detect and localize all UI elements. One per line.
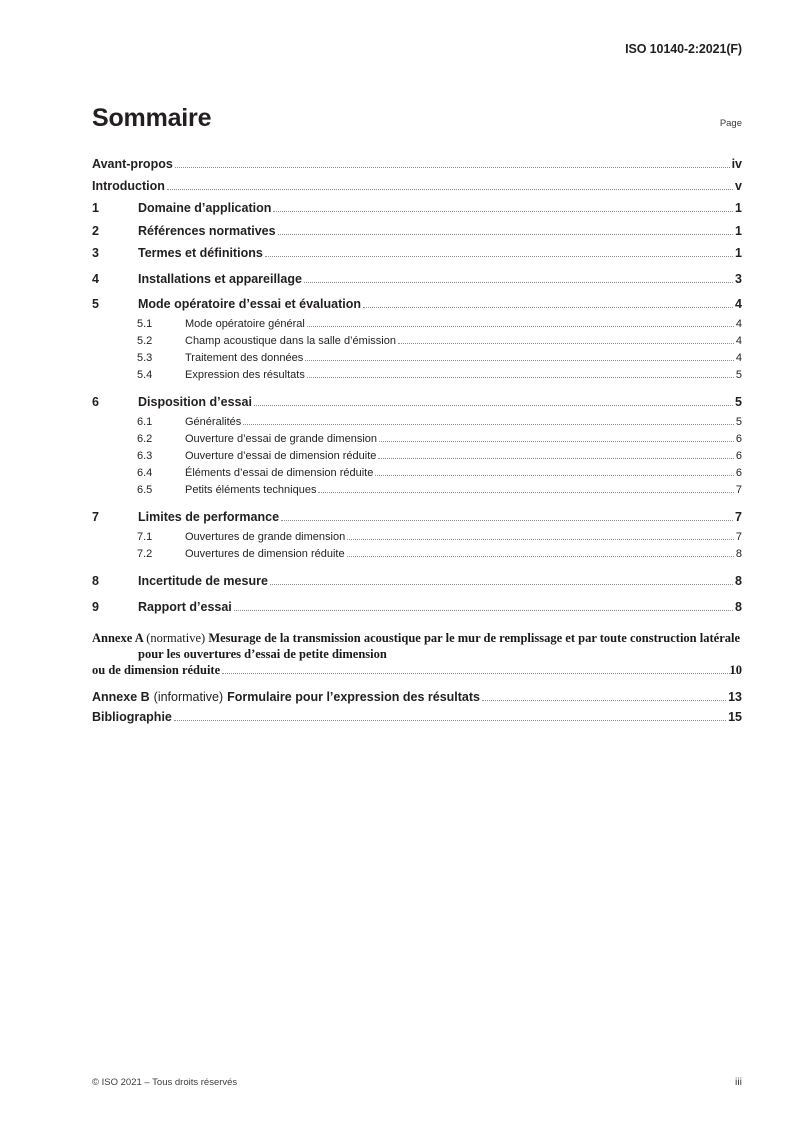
toc-entry-number: 2	[92, 223, 99, 238]
toc-entry-number: 4	[92, 271, 99, 286]
toc-entry-page: 8	[735, 574, 742, 588]
toc-entry-label: Mode opératoire d’essai et évaluation	[138, 297, 361, 311]
toc-entry-page: 4	[735, 351, 742, 364]
table-of-contents	[92, 153, 742, 725]
dot-leader	[243, 424, 734, 425]
toc-entry-clause-6[interactable]	[92, 391, 742, 414]
toc-entry-label: Éléments d’essai de dimension réduite	[185, 466, 374, 479]
toc-entry-page: 6	[735, 466, 742, 479]
dot-leader	[375, 475, 734, 476]
dot-leader	[234, 610, 733, 611]
toc-entry-label: Termes et définitions	[138, 246, 263, 260]
toc-entry-number: 5.4	[137, 368, 153, 381]
toc-entry-page: 7	[735, 483, 742, 496]
annex-b-kind: (informative)	[153, 690, 224, 704]
toc-entry-number: 6.5	[137, 483, 153, 496]
toc-entry-label: Petits éléments techniques	[185, 483, 317, 496]
toc-entry-page: 1	[735, 201, 742, 215]
toc-entry-avant-propos[interactable]	[92, 153, 742, 175]
dot-leader	[305, 360, 734, 361]
toc-entry-label: Traitement des données	[185, 351, 304, 364]
toc-entry-clause-7-2[interactable]	[92, 546, 742, 563]
annex-a-title-line1: Mesurage de la transmission acoustique par le mur de remplissage	[208, 631, 563, 645]
toc-entry-number: 5.3	[137, 351, 153, 364]
dot-leader	[167, 189, 733, 190]
toc-entry-number: 6.1	[137, 415, 153, 428]
toc-entry-label: Références normatives	[138, 223, 276, 238]
dot-leader	[307, 377, 734, 378]
toc-entry-label: Incertitude de mesure	[138, 574, 268, 588]
toc-entry-label: Ouverture d’essai de grande dimension	[185, 432, 378, 445]
toc-entry-clause-6-2[interactable]	[92, 431, 742, 448]
document-header-reference: ISO 10140-2:2021(F)	[625, 42, 742, 56]
toc-entry-clause-5-1[interactable]	[92, 316, 742, 333]
bibliography-label: Bibliographie	[92, 710, 172, 724]
toc-entry-clause-6-3[interactable]	[92, 448, 742, 465]
toc-entry-clause-5-4[interactable]	[92, 367, 742, 384]
toc-entry-page: 8	[735, 547, 742, 560]
toc-entry-clause-5-2[interactable]	[92, 333, 742, 350]
toc-entry-clause-7-1[interactable]	[92, 529, 742, 546]
toc-entry-label: Ouverture d’essai de dimension réduite	[185, 449, 377, 462]
toc-entry-page: 6	[735, 449, 742, 462]
toc-entry-page: 7	[735, 530, 742, 543]
toc-entry-page: 13	[728, 690, 742, 704]
annex-a-text-block	[92, 630, 742, 678]
toc-entry-number: 5	[92, 297, 99, 311]
toc-entry-number: 6.3	[137, 449, 153, 462]
dot-leader	[347, 556, 734, 557]
toc-entry-page: 8	[735, 599, 742, 614]
page-folio: iii	[735, 1076, 742, 1088]
toc-entry-page: 10	[729, 663, 742, 677]
copyright-notice: © ISO 2021 – Tous droits réservés	[92, 1077, 238, 1088]
toc-entry-clause-9[interactable]	[92, 596, 742, 619]
toc-entry-page: 6	[735, 432, 742, 445]
toc-entry-page: 7	[735, 510, 742, 524]
dot-leader	[304, 282, 733, 283]
toc-entry-number: 7.1	[137, 530, 153, 543]
toc-entry-number: 6.4	[137, 466, 153, 479]
annex-b-title: Formulaire pour l’expression des résultats	[227, 690, 480, 704]
dot-leader	[270, 584, 733, 585]
toc-entry-page: 1	[735, 223, 742, 238]
dot-leader	[379, 441, 734, 442]
toc-entry-page: iv	[731, 157, 742, 171]
toc-entry-page: 5	[735, 395, 742, 409]
toc-entry-page: 4	[735, 317, 742, 330]
dot-leader	[222, 673, 740, 674]
bibliography-line	[92, 709, 742, 725]
toc-entry-number: 3	[92, 246, 99, 260]
toc-entry-clause-6-5[interactable]	[92, 482, 742, 499]
toc-entry-annex-b[interactable]	[92, 689, 742, 705]
toc-entry-clause-5-3[interactable]	[92, 350, 742, 367]
toc-entry-clause-2[interactable]	[92, 220, 742, 243]
toc-entry-clause-4[interactable]	[92, 268, 742, 291]
dot-leader	[175, 167, 730, 168]
toc-entry-label: Domaine d’application	[138, 201, 272, 215]
toc-entry-clause-6-4[interactable]	[92, 465, 742, 482]
toc-entry-label: Ouvertures de grande dimension	[185, 530, 346, 543]
toc-entry-page: 15	[728, 710, 742, 724]
toc-entry-page: v	[735, 179, 742, 193]
document-footer	[92, 1076, 742, 1088]
dot-leader	[254, 405, 733, 406]
annex-a-kind: (normative)	[146, 631, 206, 645]
toc-entry-page: 3	[735, 271, 742, 286]
toc-entry-page: 1	[735, 246, 742, 260]
toc-entry-page: 5	[735, 415, 742, 428]
toc-entry-label: Mode opératoire général	[185, 317, 305, 330]
toc-entry-number: 7	[92, 510, 99, 524]
dot-leader	[281, 520, 733, 521]
toc-entry-number: 7.2	[137, 547, 153, 560]
dot-leader	[278, 234, 733, 235]
toc-entry-clause-5[interactable]	[92, 293, 742, 316]
toc-entry-number: 6.2	[137, 432, 153, 445]
dot-leader	[363, 307, 733, 308]
toc-title-row	[92, 106, 742, 131]
toc-entry-label: Disposition d’essai	[138, 395, 252, 409]
toc-entry-number: 8	[92, 574, 99, 588]
toc-entry-label: Champ acoustique dans la salle d’émission	[185, 334, 396, 347]
toc-entry-number: 1	[92, 201, 99, 215]
toc-entry-page: 4	[735, 297, 742, 311]
toc-entry-label: Expression des résultats	[185, 368, 305, 381]
toc-entry-bibliography[interactable]	[92, 709, 742, 725]
annex-b-line	[92, 689, 742, 705]
toc-entry-label: Généralités	[185, 415, 242, 428]
toc-entry-clause-7[interactable]	[92, 506, 742, 529]
annex-a-title-line3: ou de dimension réduite	[92, 663, 221, 677]
toc-entry-label: Installations et appareillage	[138, 271, 302, 286]
toc-entry-annex-a[interactable]	[92, 630, 742, 678]
toc-entry-clause-6-1[interactable]	[92, 414, 742, 431]
annex-b-name: Annexe B	[92, 690, 150, 704]
dot-leader	[307, 326, 734, 327]
page-title: Sommaire	[92, 104, 212, 132]
dot-leader	[398, 343, 734, 344]
dot-leader	[347, 539, 734, 540]
toc-entry-clause-3[interactable]	[92, 242, 742, 265]
toc-entry-label: Ouvertures de dimension réduite	[185, 547, 345, 560]
dot-leader	[273, 211, 733, 212]
toc-entry-label: Limites de performance	[138, 510, 280, 524]
dot-leader	[482, 700, 726, 701]
toc-entry-page: 5	[735, 368, 742, 381]
toc-entry-number: 5.1	[137, 317, 153, 330]
annex-a-title-line2: et par toute construction latérale pour les ouvertures d’essai de petite dimension	[138, 631, 741, 661]
toc-entry-label: Avant-propos	[92, 157, 173, 171]
toc-entry-label: Rapport d’essai	[138, 599, 232, 614]
annex-a-last-line	[92, 662, 742, 678]
dot-leader	[174, 720, 726, 721]
dot-leader	[378, 458, 733, 459]
annex-a-name: Annexe A	[92, 631, 144, 645]
toc-entry-number: 5.2	[137, 334, 153, 347]
toc-entry-clause-8[interactable]	[92, 570, 742, 593]
toc-entry-page: 4	[735, 334, 742, 347]
dot-leader	[318, 492, 733, 493]
page-column-label: Page	[719, 118, 742, 129]
dot-leader	[265, 256, 733, 257]
toc-entry-number: 6	[92, 395, 99, 409]
toc-entry-introduction[interactable]	[92, 175, 742, 197]
toc-entry-label: Introduction	[92, 179, 165, 193]
toc-entry-clause-1[interactable]	[92, 197, 742, 220]
toc-entry-number: 9	[92, 599, 99, 614]
